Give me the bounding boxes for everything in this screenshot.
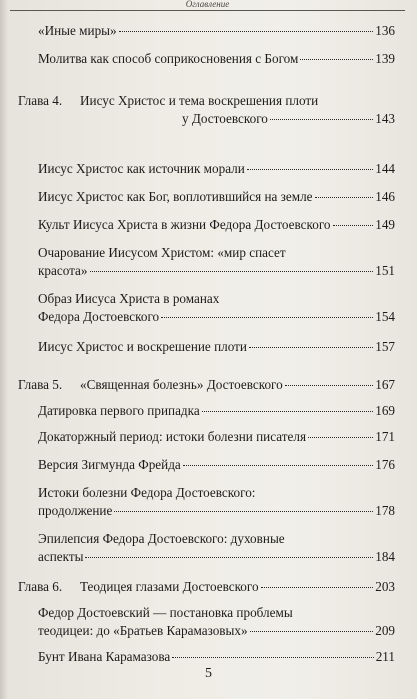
toc-entry-title: Федора Достоевского — [38, 309, 160, 324]
toc-entry — [38, 22, 395, 40]
leader-dots — [249, 346, 373, 348]
leader-dots — [119, 30, 374, 32]
leader-dots — [308, 436, 373, 438]
toc-entry-title: продолжение — [38, 503, 113, 518]
toc-entry-page: 167 — [375, 377, 395, 392]
toc-entry-page: 176 — [375, 457, 395, 472]
toc-entry-page: 169 — [375, 403, 395, 418]
toc-entry — [38, 160, 395, 178]
toc-entry — [38, 188, 395, 206]
leader-dots — [261, 586, 374, 588]
toc-entry-title: красота» — [38, 263, 88, 278]
toc-entry-page: 144 — [375, 161, 395, 176]
toc-entry-title: Бунт Ивана Карамазова — [38, 649, 171, 664]
chapter-label: Глава 6. — [18, 579, 63, 594]
toc-entry-page: 149 — [375, 217, 395, 232]
toc-entry-title: «Иные миры» — [38, 23, 117, 38]
toc-entry-page: 139 — [375, 51, 395, 66]
leader-dots — [85, 556, 373, 558]
toc-entry — [80, 376, 395, 394]
leader-dots — [161, 316, 373, 318]
page-gutter-shadow — [0, 0, 8, 699]
toc-entry — [80, 578, 395, 596]
toc-entry — [80, 92, 395, 128]
toc-entry-title-line: Федор Достоевский — постановка проблемы — [38, 605, 293, 620]
toc-entry-title: Иисус Христос как Бог, воплотившийся на земле — [38, 189, 313, 204]
toc-entry — [38, 604, 395, 640]
toc-entry-page: 157 — [375, 339, 395, 354]
toc-entry-page: 171 — [375, 429, 395, 444]
toc-entry — [38, 648, 395, 666]
toc-entry-page: 178 — [375, 503, 395, 518]
leader-dots — [114, 510, 373, 512]
leader-dots — [250, 630, 374, 632]
toc-entry-title: Теодицея глазами Достоевского — [80, 579, 259, 594]
toc-entry — [38, 530, 395, 566]
toc-entry — [38, 428, 395, 446]
toc-entry-title: Докаторжный период: истоки болезни писателя — [38, 429, 307, 444]
toc-entry-title-line: Эпилепсия Федора Достоевского: духовные — [38, 531, 285, 546]
leader-dots — [183, 464, 373, 466]
toc-entry — [38, 484, 395, 520]
toc-entry-page: 209 — [375, 623, 395, 638]
toc-entry — [38, 290, 395, 326]
chapter-label: Глава 4. — [18, 93, 63, 108]
toc-entry — [38, 456, 395, 474]
toc-entry-title-line: Иисус Христос и тема воскрешения плоти — [80, 93, 319, 108]
leader-dots — [247, 168, 373, 170]
toc-entry — [38, 50, 395, 68]
toc-entry-title: Иисус Христос и воскрешение плоти — [38, 339, 247, 354]
leader-dots — [90, 270, 374, 272]
toc-entry-page: 211 — [375, 649, 395, 664]
leader-dots — [202, 410, 374, 412]
toc-entry-title: Версия Зигмунда Фрейда — [38, 457, 181, 472]
toc-entry-page: 136 — [375, 23, 395, 38]
toc-entry-page: 143 — [375, 111, 395, 126]
leader-dots — [270, 118, 373, 120]
toc-entry-title: Молитва как способ соприкосновения с Богом — [38, 51, 299, 66]
toc-entry — [38, 402, 395, 420]
toc-entry-title-line: Образ Иисуса Христа в романах — [38, 291, 220, 306]
toc-entry-title: аспекты — [38, 549, 84, 564]
toc-entry-title-line: Истоки болезни Федора Достоевского: — [38, 485, 256, 500]
toc-entry-title-line: Очарование Иисусом Христом: «мир спасет — [38, 245, 286, 260]
toc-entry — [38, 338, 395, 356]
running-head: Оглавление — [10, 0, 405, 11]
toc-entry-title: Иисус Христос как источник морали — [38, 161, 245, 176]
toc-entry — [38, 244, 395, 280]
toc-entry-page: 203 — [375, 579, 395, 594]
toc-entry-page: 154 — [375, 309, 395, 324]
chapter-label: Глава 5. — [18, 377, 63, 392]
toc-entry-page: 151 — [375, 263, 395, 278]
toc-entry-page: 184 — [375, 549, 395, 564]
toc-entry-title: «Священная болезнь» Достоевского — [80, 377, 283, 392]
toc-entry-title: Датировка первого припадка — [38, 403, 200, 418]
page-number: 5 — [205, 666, 212, 681]
toc-entry-page: 146 — [375, 189, 395, 204]
leader-dots — [315, 196, 374, 198]
leader-dots — [172, 656, 373, 658]
leader-dots — [285, 384, 374, 386]
toc-entry-title: Культ Иисуса Христа в жизни Федора Достоевского — [38, 217, 331, 232]
toc-entry-title: у Достоевского — [182, 111, 268, 126]
leader-dots — [300, 58, 373, 60]
toc-entry-title: теодицеи: до «Братьев Карамазовых» — [38, 623, 248, 638]
leader-dots — [333, 224, 374, 226]
toc-entry — [38, 216, 395, 234]
